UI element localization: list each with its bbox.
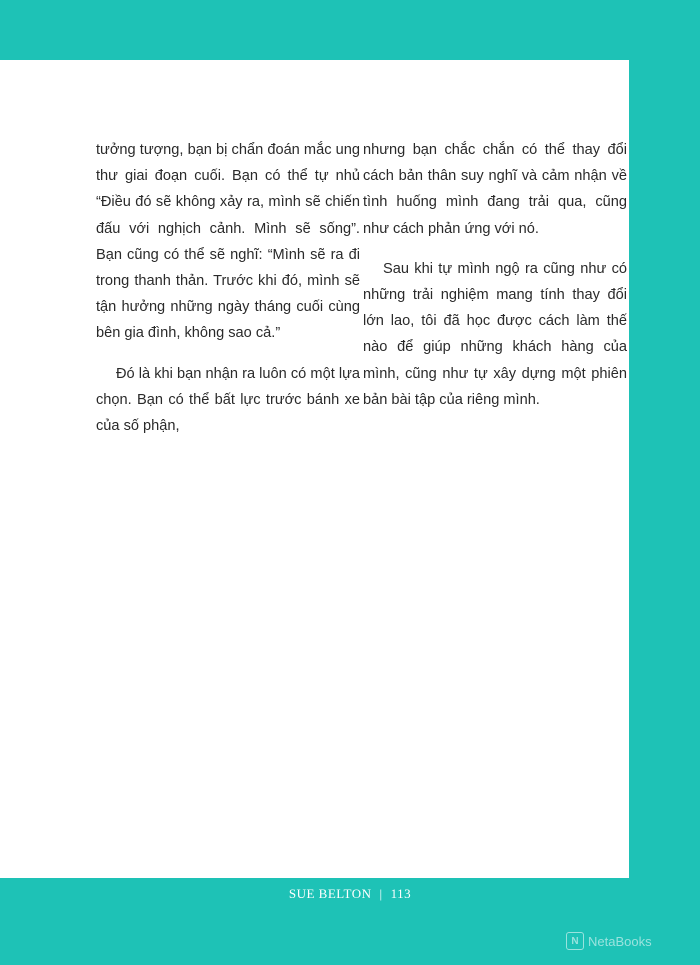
paragraph: nhưng bạn chắc chắn có thể thay đổi cách bản thân suy nghĩ và cảm nhận về tình huống mình đang trải qua, cũng như cách phản ứng với nó.	[363, 142, 627, 237]
footer-author: SUE BELTON	[288, 886, 372, 901]
watermark	[566, 932, 652, 950]
paragraph: Sau khi tự mình ngộ ra cũng như có những trải nghiệm mang tính thay đổi lớn lao, tôi đã học được cách làm thế nào để giúp những khách hàng của mình, cũng như tự xây dựng một phiên bản bài tập của riêng mình.	[363, 260, 627, 408]
left-column	[96, 137, 360, 453]
paragraph: Đó là khi bạn nhận ra luôn có một lựa chọn. Bạn có thể bất lực trước bánh xe của số phận,	[96, 365, 360, 435]
page-footer	[0, 886, 700, 902]
watermark-logo-icon: N	[566, 932, 584, 950]
paragraph: tưởng tượng, bạn bị chẩn đoán mắc ung thư giai đoạn cuối. Bạn có thể tự nhủ “Điều đó sẽ không xảy ra, mình sẽ chiến đấu với nghịch cảnh. Mình sẽ sống”. Bạn cũng có thể sẽ nghĩ: “Mình sẽ ra đi trong thanh thản. Trước khi đó, mình sẽ tận hưởng những ngày tháng cuối cùng bên gia đình, không sao cả.”	[96, 142, 360, 342]
watermark-text: NetaBooks	[588, 933, 652, 949]
footer-separator: |	[379, 886, 383, 901]
right-column	[363, 137, 627, 427]
page-number: 113	[390, 886, 412, 901]
page-sheet	[0, 60, 629, 878]
